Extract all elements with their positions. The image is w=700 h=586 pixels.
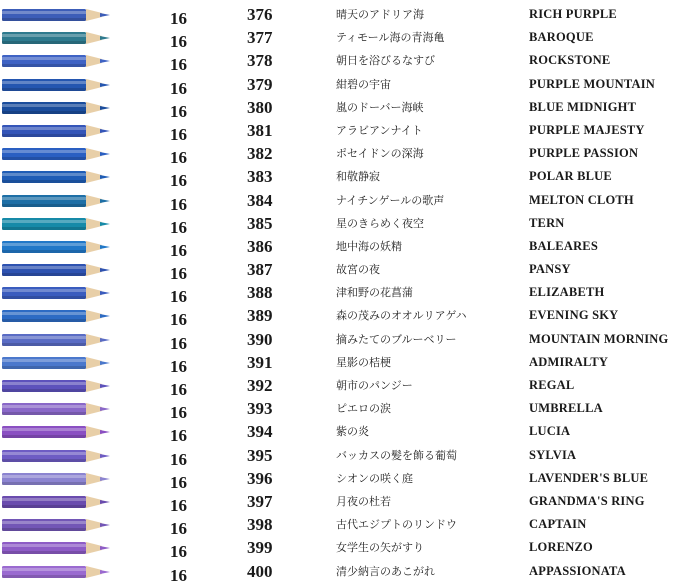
- color-row: [0, 353, 700, 376]
- color-number: 388: [247, 283, 273, 303]
- color-name-japanese: 紺碧の宇宙: [336, 77, 391, 91]
- color-name-english: LAVENDER'S BLUE: [529, 470, 649, 485]
- color-name-japanese: 月夜の杜若: [336, 494, 391, 508]
- colored-pencil-swatch: [2, 541, 110, 555]
- color-name-japanese: 和敬静寂: [336, 170, 380, 184]
- quantity: 16: [170, 78, 187, 98]
- color-name-japanese: 晴天のアドリア海: [336, 8, 424, 21]
- colored-pencil-swatch: [2, 78, 110, 92]
- colored-pencil-swatch: [2, 263, 110, 277]
- color-row: [0, 492, 700, 515]
- color-number: 398: [247, 515, 273, 535]
- colored-pencil-swatch: [2, 31, 110, 45]
- color-name-japanese: 故宮の夜: [336, 263, 380, 277]
- color-number: 380: [247, 97, 273, 117]
- color-row: [0, 98, 700, 121]
- color-name-japanese: ナイチンゲールの歌声: [336, 193, 445, 207]
- color-row: [0, 515, 700, 538]
- colored-pencil-swatch: [2, 101, 110, 115]
- colored-pencil-swatch: [2, 425, 110, 439]
- colored-pencil-swatch: [2, 333, 110, 347]
- quantity: 16: [170, 217, 187, 237]
- color-name-english: PURPLE MOUNTAIN: [529, 76, 656, 91]
- quantity: 16: [170, 124, 187, 144]
- quantity: 16: [170, 287, 187, 307]
- colored-pencil-swatch: [2, 124, 110, 138]
- colored-pencil-swatch: [2, 194, 110, 208]
- color-row: [0, 260, 700, 283]
- color-number: 396: [247, 468, 273, 488]
- color-number: 381: [247, 120, 273, 140]
- pencil-color-list: [0, 5, 700, 585]
- color-number: 383: [247, 167, 273, 187]
- quantity: 16: [170, 542, 187, 562]
- color-number: 384: [247, 190, 273, 210]
- color-row: [0, 167, 700, 190]
- color-name-english: RICH PURPLE: [529, 7, 617, 21]
- color-number: 394: [247, 422, 273, 442]
- quantity: 16: [170, 565, 187, 585]
- quantity: 16: [170, 32, 187, 52]
- color-row: [0, 51, 700, 74]
- color-name-english: TERN: [529, 215, 565, 230]
- color-name-japanese: 嵐のドーバー海峡: [336, 100, 424, 114]
- color-name-english: ADMIRALTY: [529, 354, 609, 369]
- color-name-english: PURPLE PASSION: [529, 146, 639, 161]
- colored-pencil-swatch: [2, 472, 110, 486]
- quantity: 16: [170, 519, 187, 539]
- quantity: 16: [170, 403, 187, 423]
- color-number: 393: [247, 399, 273, 419]
- quantity: 16: [170, 9, 187, 28]
- colored-pencil-swatch: [2, 286, 110, 300]
- color-name-japanese: 古代エジプトのリンドウ: [336, 518, 457, 532]
- color-row: [0, 376, 700, 399]
- colored-pencil-swatch: [2, 170, 110, 184]
- quantity: 16: [170, 495, 187, 515]
- color-number: 391: [247, 352, 273, 372]
- color-row: [0, 5, 700, 28]
- color-name-japanese: 摘みたてのブルーベリー: [336, 332, 457, 346]
- quantity: 16: [170, 194, 187, 214]
- color-row: [0, 538, 700, 561]
- quantity: 16: [170, 55, 187, 75]
- color-name-japanese: 星影の桔梗: [336, 355, 391, 369]
- color-name-japanese: ポセイドンの深海: [336, 147, 424, 161]
- color-name-japanese: 朝市のパンジー: [336, 379, 413, 392]
- color-number: 387: [247, 260, 273, 280]
- color-number: 392: [247, 376, 273, 395]
- colored-pencil-swatch: [2, 240, 110, 254]
- color-name-english: UMBRELLA: [529, 401, 603, 416]
- color-name-english: CAPTAIN: [529, 517, 587, 532]
- color-number: 379: [247, 74, 273, 94]
- color-number: 378: [247, 51, 273, 71]
- colored-pencil-swatch: [2, 147, 110, 161]
- color-row: [0, 469, 700, 492]
- colored-pencil-swatch: [2, 402, 110, 416]
- quantity: 16: [170, 310, 187, 330]
- color-row: [0, 75, 700, 98]
- color-name-japanese: 星のきらめく夜空: [336, 216, 424, 230]
- color-row: [0, 237, 700, 260]
- color-row: [0, 306, 700, 329]
- quantity: 16: [170, 240, 187, 260]
- quantity: 16: [170, 426, 187, 446]
- color-number: 400: [247, 561, 273, 581]
- color-name-english: ELIZABETH: [529, 285, 605, 300]
- color-number: 377: [247, 28, 273, 48]
- color-name-english: MELTON CLOTH: [529, 192, 634, 207]
- colored-pencil-swatch: [2, 495, 110, 509]
- color-name-english: BALEARES: [529, 238, 598, 253]
- color-row: [0, 330, 700, 353]
- color-number: 399: [247, 538, 273, 558]
- colored-pencil-swatch: [2, 565, 110, 579]
- color-name-english: PURPLE MAJESTY: [529, 122, 645, 137]
- colored-pencil-swatch: [2, 449, 110, 463]
- color-name-japanese: バッカスの髪を飾る葡萄: [336, 448, 457, 462]
- color-name-english: MOUNTAIN MORNING: [529, 331, 669, 346]
- color-name-english: LORENZO: [529, 540, 593, 555]
- color-row: [0, 214, 700, 237]
- color-name-english: LUCIA: [529, 424, 571, 439]
- color-number: 397: [247, 491, 273, 511]
- color-name-japanese: ティモール海の青海亀: [336, 31, 445, 45]
- colored-pencil-swatch: [2, 309, 110, 323]
- colored-pencil-swatch: [2, 217, 110, 231]
- quantity: 16: [170, 101, 187, 121]
- color-name-japanese: 女学生の矢がすり: [336, 541, 424, 555]
- color-name-english: APPASSIONATA: [529, 563, 626, 578]
- colored-pencil-swatch: [2, 54, 110, 68]
- color-name-english: BAROQUE: [529, 30, 594, 45]
- color-row: [0, 121, 700, 144]
- colored-pencil-swatch: [2, 518, 110, 532]
- color-name-english: GRANDMA'S RING: [529, 493, 645, 508]
- color-name-japanese: シオンの咲く庭: [336, 471, 413, 485]
- color-row: [0, 399, 700, 422]
- color-number: 390: [247, 329, 273, 349]
- color-name-english: REGAL: [529, 378, 575, 392]
- color-name-english: BLUE MIDNIGHT: [529, 99, 637, 114]
- color-name-english: SYLVIA: [529, 447, 577, 462]
- colored-pencil-swatch: [2, 8, 110, 22]
- color-number: 386: [247, 236, 273, 256]
- colored-pencil-swatch: [2, 379, 110, 393]
- color-number: 389: [247, 306, 273, 326]
- quantity: 16: [170, 333, 187, 353]
- color-row: [0, 562, 700, 585]
- color-name-japanese: 紫の炎: [336, 425, 369, 439]
- color-row: [0, 144, 700, 167]
- color-row: [0, 28, 700, 51]
- color-row: [0, 422, 700, 445]
- color-number: 376: [247, 5, 273, 24]
- color-row: [0, 446, 700, 469]
- quantity: 16: [170, 356, 187, 376]
- color-name-japanese: 津和野の花菖蒲: [336, 286, 413, 300]
- color-number: 395: [247, 445, 273, 465]
- color-name-japanese: 朝日を浴びるなすび: [336, 54, 435, 68]
- color-name-english: POLAR BLUE: [529, 169, 612, 184]
- color-row: [0, 191, 700, 214]
- color-name-english: PANSY: [529, 262, 571, 277]
- quantity: 16: [170, 449, 187, 469]
- color-row: [0, 283, 700, 306]
- color-name-japanese: アラビアンナイト: [336, 123, 423, 137]
- quantity: 16: [170, 148, 187, 168]
- quantity: 16: [170, 171, 187, 191]
- color-name-japanese: 清少納言のあこがれ: [336, 564, 435, 578]
- quantity: 16: [170, 472, 187, 492]
- color-name-japanese: 地中海の妖精: [336, 239, 402, 253]
- quantity: 16: [170, 380, 187, 399]
- colored-pencil-swatch: [2, 356, 110, 370]
- color-number: 385: [247, 213, 273, 233]
- color-name-japanese: 森の茂みのオオルリアゲハ: [336, 309, 467, 323]
- color-name-japanese: ピエロの涙: [336, 402, 391, 416]
- color-name-english: EVENING SKY: [529, 308, 619, 323]
- color-name-english: ROCKSTONE: [529, 53, 611, 68]
- quantity: 16: [170, 264, 187, 284]
- color-number: 382: [247, 144, 273, 164]
